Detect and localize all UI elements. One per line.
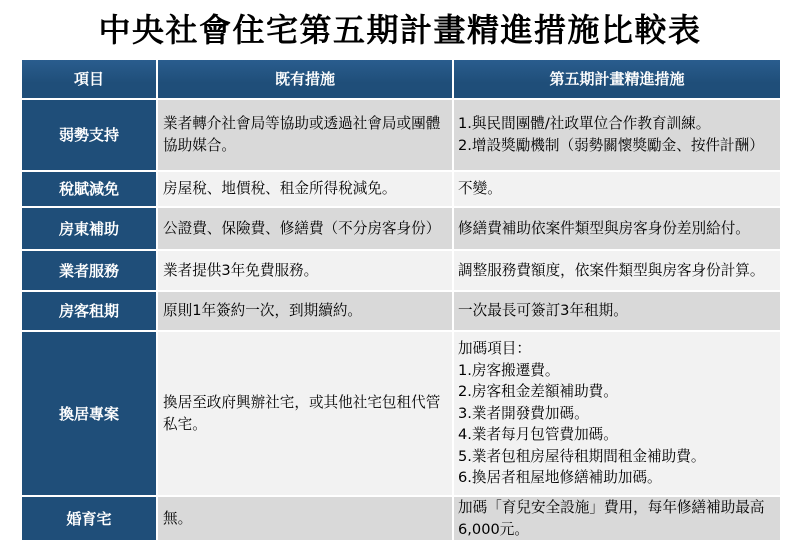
row-label-text: 婚育宅 [66,509,112,528]
page-title: 中央社會住宅第五期計畫精進措施比較表 [98,11,702,49]
measure-line: 5.業者包租房屋待租期間租金補助費。 [458,447,706,465]
existing-measure-cell [158,251,452,290]
measure-line: 1.與民間團體/社政單位合作教育訓練。 [458,115,711,132]
phase5-measure-cell [454,332,780,495]
measure-line: 換居至政府興辦社宅，或其他社宅包租代管私宅。 [163,393,441,433]
header-item [22,60,156,98]
phase5-measure-cell [454,251,780,290]
measure-line: 加碼項目： [458,340,531,358]
row-label-text: 房客租期 [58,302,119,320]
existing-measure-cell [158,100,452,170]
phase5-measure-cell [454,208,780,249]
measure-line: 不變。 [458,180,502,197]
row-label-text: 房東補助 [58,219,119,238]
header-existing-label: 既有措施 [274,70,335,88]
measure-line: 調整服務費額度，依案件類型與房客身份計算。 [458,261,765,279]
row-label-marriage-childcare-housing [22,497,156,540]
row-label-text: 換居專案 [58,404,119,423]
measure-line: 無。 [163,509,193,527]
existing-measure-cell [158,292,452,330]
measure-line: 3.業者開發費加碼。 [458,404,589,422]
measure-line: 6.換居者租屋地修繕補助加碼。 [458,469,662,487]
row-label-vulnerable-support [22,100,156,170]
measure-line: 修繕費補助依案件類型與房客身份差別給付。 [458,219,750,237]
row-label-operator-service [22,251,156,290]
row-label-tenant-lease [22,292,156,330]
measure-line: 公證費、保險費、修繕費（不分房客身份） [163,219,441,237]
measure-line: 1.房客搬遷費。 [458,361,560,379]
header-phase5 [454,60,780,98]
header-phase5-label: 第五期計畫精進措施 [549,70,685,88]
measure-line: 原則1年簽約一次，到期續約。 [163,302,363,319]
measure-line: 2.房客租金差額補助費。 [458,383,618,401]
measure-line: 業者轉介社會局等協助或透過社會局或團體協助媒合。 [163,115,441,154]
existing-measure-cell [158,497,452,540]
row-label-tax-relief [22,172,156,206]
comparison-table [22,60,780,540]
row-label-text: 弱勢支持 [58,126,119,144]
header-existing [158,60,452,98]
phase5-measure-cell [454,172,780,206]
row-label-relocation-program [22,332,156,495]
row-label-text: 業者服務 [58,261,119,280]
existing-measure-cell [158,332,452,495]
measure-line: 業者提供3年免費服務。 [163,261,319,279]
measure-line: 2.增設獎勵機制（弱勢關懷獎勵金、按件計酬） [458,137,764,154]
phase5-measure-cell [454,497,780,540]
measure-line: 一次最長可簽訂3年租期。 [458,302,628,319]
measure-line: 房屋稅、地價稅、租金所得稅減免。 [163,180,397,197]
measure-line: 4.業者每月包管費加碼。 [458,426,618,444]
phase5-measure-cell [454,100,780,170]
phase5-measure-cell [454,292,780,330]
row-label-landlord-subsidy [22,208,156,249]
existing-measure-cell [158,172,452,206]
row-label-text: 稅賦減免 [58,180,119,198]
header-item-label: 項目 [73,70,104,88]
measure-line: 加碼「育兒安全設施」費用，每年修繕補助最高6,000元。 [458,498,765,538]
existing-measure-cell [158,208,452,249]
